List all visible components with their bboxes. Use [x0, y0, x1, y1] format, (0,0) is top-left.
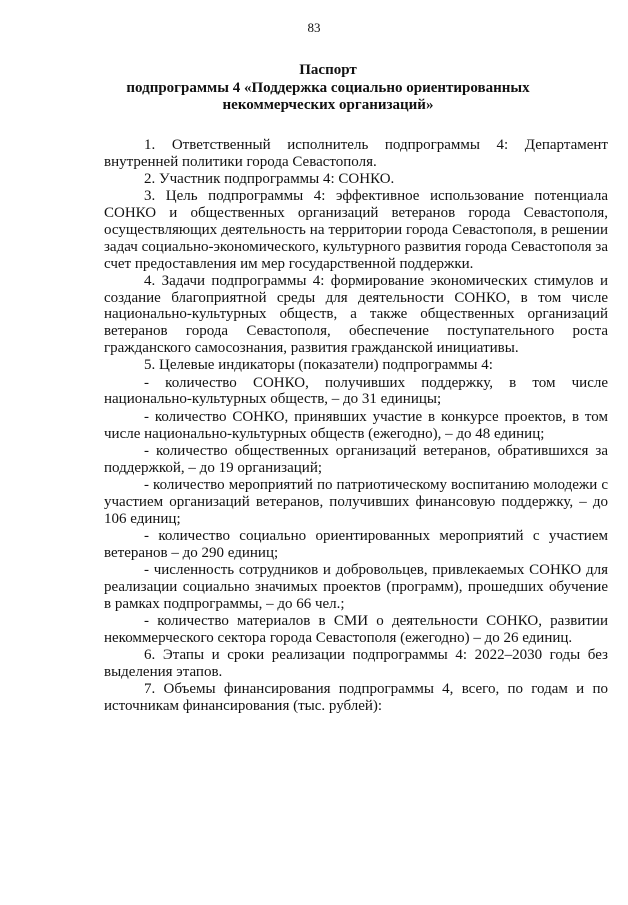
page-number: 83	[307, 20, 321, 35]
title-line-2: подпрограммы 4 «Поддержка социально ориентированных	[126, 79, 530, 96]
indicator-item: - численность сотрудников и добровольцев, привлекаемых СОНКО для реализации социально значимых проектов (программ), прошедших обучение в рамках подпрограммы, – до 66 чел.;	[104, 561, 608, 612]
paragraph-indicators-heading: 5. Целевые индикаторы (показатели) подпрограммы 4:	[144, 357, 493, 374]
paragraph-goal: 3. Цель подпрограммы 4: эффективное использование потенциала СОНКО и общественных организаций ветеранов города Севастополя, осуществляющих деятельность на территории города Севастополя, в решении задач социально-экономического, культурного развития города Севастополя за счет предоставления им мер государственной поддержки.	[104, 188, 608, 272]
indicator-item: - количество общественных организаций ветеранов, обратившихся за поддержкой, – до 19 организаций;	[104, 442, 608, 476]
indicator-item: - количество материалов в СМИ о деятельности СОНКО, развитии некоммерческого сектора города Севастополя (ежегодно) – до 26 единиц.	[104, 612, 608, 646]
title-line-3: некоммерческих организаций»	[222, 97, 434, 113]
document-title	[108, 62, 548, 115]
title-line-1: Паспорт	[299, 62, 357, 78]
paragraph-financing: 7. Объемы финансирования подпрограммы 4, всего, по годам и по источникам финансирования (тыс. рублей):	[104, 681, 608, 714]
paragraph-responsible-executor: 1. Ответственный исполнитель подпрограммы 4: Департамент внутренней политики города Севастополя.	[104, 137, 608, 170]
indicator-item: - количество СОНКО, принявших участие в конкурсе проектов, в том числе национально-культурных обществ (ежегодно), – до 48 единиц;	[104, 408, 608, 442]
document-body	[104, 137, 608, 715]
paragraph-tasks: 4. Задачи подпрограммы 4: формирование экономических стимулов и создание благоприятной среды для деятельности СОНКО, в том числе национально-культурных обществ, а также общественных организаций ветеранов города Севастополя, обеспечение поступательного роста гражданского самосознания, развития гражданской инициативы.	[104, 272, 608, 357]
indicator-item: - количество СОНКО, получивших поддержку, в том числе национально-культурных обществ, – до 31 единицы;	[104, 374, 608, 408]
indicator-item: - количество социально ориентированных мероприятий с участием ветеранов – до 290 единиц;	[104, 527, 608, 561]
paragraph-participant: 2. Участник подпрограммы 4: СОНКО.	[144, 171, 395, 188]
indicator-item: - количество мероприятий по патриотическому воспитанию молодежи с участием организаций ветеранов, получивших финансовую поддержку, – до 106 единиц;	[104, 476, 608, 527]
paragraph-stages: 6. Этапы и сроки реализации подпрограммы 4: 2022–2030 годы без выделения этапов.	[104, 646, 608, 680]
